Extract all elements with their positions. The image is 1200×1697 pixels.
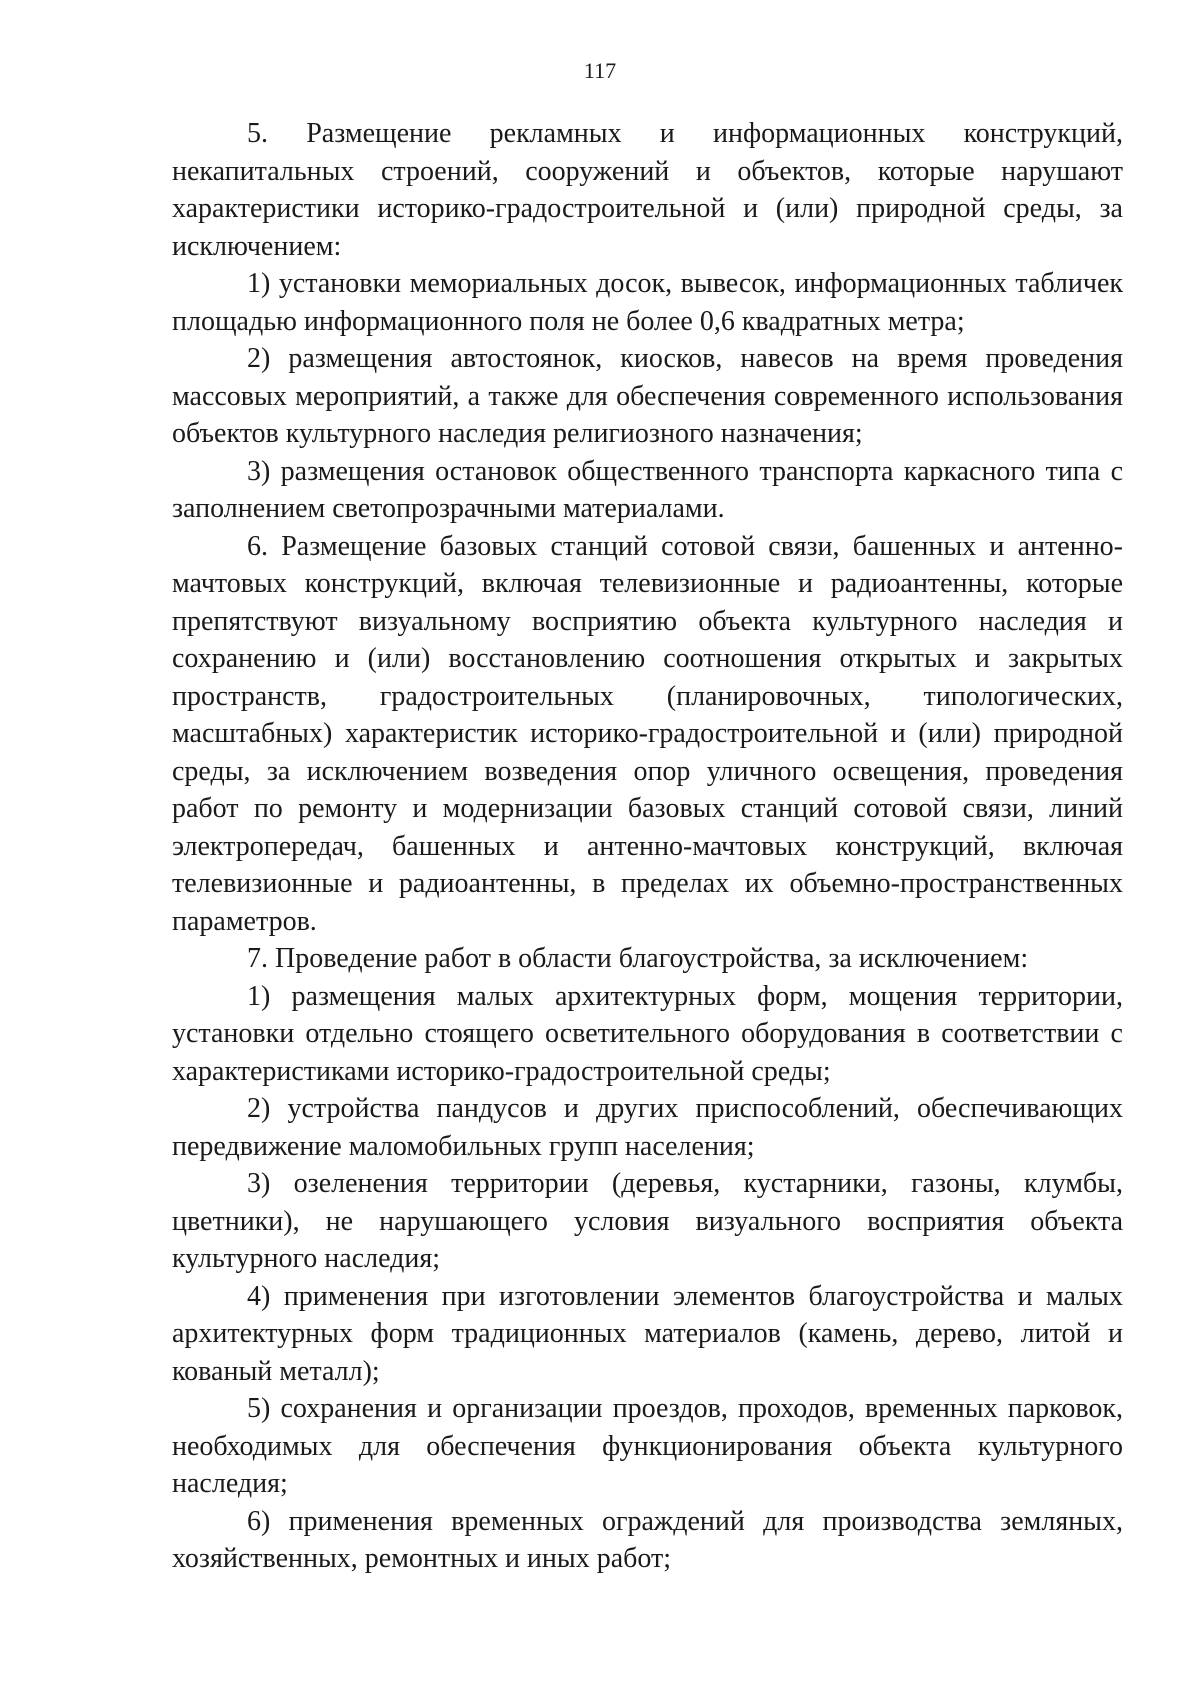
list-item-7-3: 3) озеленения территории (деревья, кустарники, газоны, клумбы, цветники), не нарушающего условия визуального восприятия объекта культурного наследия; — [172, 1168, 1123, 1274]
paragraph-7: 7. Проведение работ в области благоустройства, за исключением: — [247, 943, 1029, 974]
document-body — [172, 115, 1123, 1578]
paragraph-5: 5. Размещение рекламных и информационных конструкций, некапитальных строений, сооружений и объектов, которые нарушают характеристики историко-градостроительной и (или) природной среды, за исключением: — [172, 118, 1123, 262]
list-item-5-1: 1) установки мемориальных досок, вывесок, информационных табличек площадью информационного поля не более 0,6 квадратных метра; — [172, 268, 1123, 337]
list-item-5-2: 2) размещения автостоянок, киосков, навесов на время проведения массовых мероприятий, а также для обеспечения современного использования объектов культурного наследия религиозного назначения; — [172, 343, 1123, 449]
list-item-7-4: 4) применения при изготовлении элементов благоустройства и малых архитектурных форм традиционных материалов (камень, дерево, литой и кованый металл); — [172, 1280, 1123, 1387]
list-item-7-6: 6) применения временных ограждений для производства земляных, хозяйственных, ремонтных и иных работ; — [172, 1505, 1123, 1574]
paragraph-6: 6. Размещение базовых станций сотовой связи, башенных и антенно-мачтовых конструкций, включая телевизионные и радиоантенны, которые препятствуют визуальному восприятию объекта культурного наследия и сохранению и (или) восстановлению соотношения открытых и закрытых пространств, градостроительных (планировочных, типологических, масштабных) характеристик историко-градостроительной и (или) природной среды, за исключением возведения опор уличного освещения, проведения работ по ремонту и модернизации базовых станций сотовой связи, линий электропередач, башенных и антенно-мачтовых конструкций, включая телевизионные и радиоантенны, в пределах их объемно-пространственных параметров. — [172, 530, 1123, 937]
list-item-7-1: 1) размещения малых архитектурных форм, мощения территории, установки отдельно стоящего осветительного оборудования в соответствии с характеристиками историко-градостроительной среды; — [172, 980, 1123, 1087]
page-number: 117 — [583, 58, 617, 83]
list-item-7-5: 5) сохранения и организации проездов, проходов, временных парковок, необходимых для обеспечения функционирования объекта культурного наследия; — [172, 1393, 1123, 1499]
list-item-7-2: 2) устройства пандусов и других приспособлений, обеспечивающих передвижение маломобильных групп населения; — [172, 1093, 1123, 1162]
list-item-5-3: 3) размещения остановок общественного транспорта каркасного типа с заполнением светопрозрачными материалами. — [172, 455, 1123, 524]
